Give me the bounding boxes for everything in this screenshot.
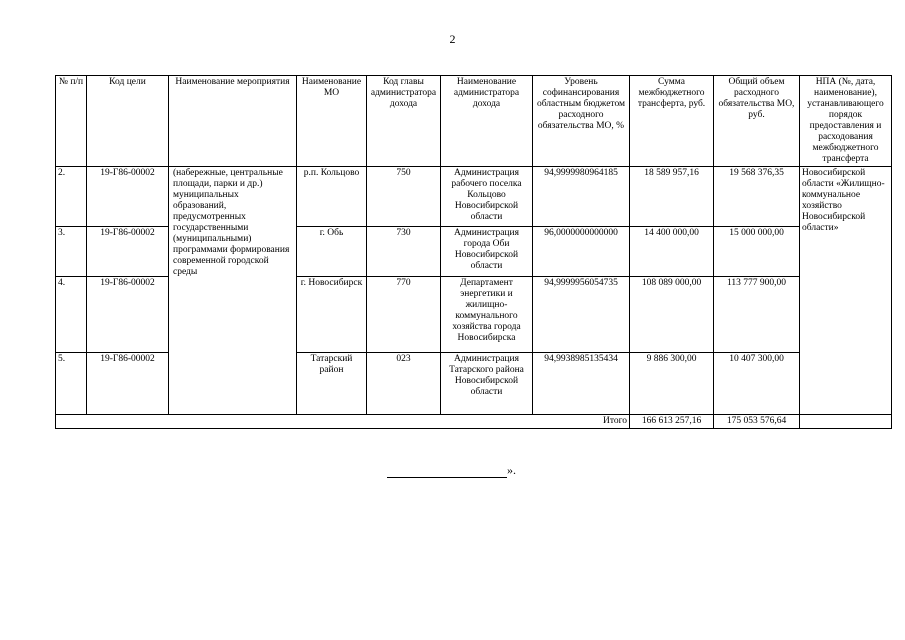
row-code: 19-Г86-00002: [87, 353, 169, 415]
page-number: 2: [449, 32, 456, 46]
header-code: Код цели: [87, 76, 169, 167]
row-level: 96,0000000000000: [533, 227, 630, 277]
header-admin-name: Наименование администратора дохода: [441, 76, 533, 167]
row-num: 3.: [56, 227, 87, 277]
row-admin-name: Администрация города Оби Новосибирской области: [441, 227, 533, 277]
total-total: 175 053 576,64: [714, 415, 800, 429]
table-header-row: [56, 76, 892, 167]
activity-cell: (набережные, центральные площади, парки и др.) муниципальных образований, предусмотренных государственными (муниципальными) программами формирования современной городской среды: [169, 167, 297, 415]
header-npa: НПА (№, дата, наименование), устанавливающего порядок предоставления и расходования межбюджетного трансферта: [800, 76, 892, 167]
header-total: Общий объем расходного обязательства МО, руб.: [714, 76, 800, 167]
row-mo: Татарский район: [297, 353, 367, 415]
row-total: 113 777 900,00: [714, 277, 800, 353]
header-activity: Наименование мероприятия: [169, 76, 297, 167]
row-mo: г. Обь: [297, 227, 367, 277]
row-mo: р.п. Кольцово: [297, 167, 367, 227]
row-admin-code: 750: [367, 167, 441, 227]
total-row: [56, 415, 892, 429]
row-admin-name: Администрация рабочего поселка Кольцово Новосибирской области: [441, 167, 533, 227]
header-level: Уровень софинансирования областным бюджетом расходного обязательства МО, %: [533, 76, 630, 167]
row-total: 19 568 376,35: [714, 167, 800, 227]
row-level: 94,9999980964185: [533, 167, 630, 227]
row-level: 94,9938985135434: [533, 353, 630, 415]
signature-rule: [387, 467, 507, 478]
row-transfer: 108 089 000,00: [630, 277, 714, 353]
row-code: 19-Г86-00002: [87, 227, 169, 277]
closing-line: [387, 463, 516, 478]
row-admin-name: Департамент энергетики и жилищно-коммунального хозяйства города Новосибирска: [441, 277, 533, 353]
closing-quote: ».: [507, 463, 516, 477]
total-label: Итого: [56, 415, 630, 429]
row-num: 5.: [56, 353, 87, 415]
row-num: 2.: [56, 167, 87, 227]
header-admin-code: Код главы администратора дохода: [367, 76, 441, 167]
row-total: 15 000 000,00: [714, 227, 800, 277]
npa-cell: Новосибирской области «Жилищно-коммунальное хозяйство Новосибирской области»: [800, 167, 892, 415]
table-row: [56, 167, 892, 227]
row-mo: г. Новосибирск: [297, 277, 367, 353]
row-transfer: 9 886 300,00: [630, 353, 714, 415]
header-mo: Наименование МО: [297, 76, 367, 167]
row-transfer: 18 589 957,16: [630, 167, 714, 227]
row-transfer: 14 400 000,00: [630, 227, 714, 277]
transfer-table: [55, 75, 892, 429]
row-admin-name: Администрация Татарского района Новосибирской области: [441, 353, 533, 415]
total-transfer: 166 613 257,16: [630, 415, 714, 429]
row-code: 19-Г86-00002: [87, 167, 169, 227]
row-code: 19-Г86-00002: [87, 277, 169, 353]
row-admin-code: 770: [367, 277, 441, 353]
row-total: 10 407 300,00: [714, 353, 800, 415]
row-admin-code: 023: [367, 353, 441, 415]
total-npa-empty: [800, 415, 892, 429]
row-num: 4.: [56, 277, 87, 353]
row-admin-code: 730: [367, 227, 441, 277]
header-num: № п/п: [56, 76, 87, 167]
header-transfer: Сумма межбюджетного трансферта, руб.: [630, 76, 714, 167]
row-level: 94,9999956054735: [533, 277, 630, 353]
